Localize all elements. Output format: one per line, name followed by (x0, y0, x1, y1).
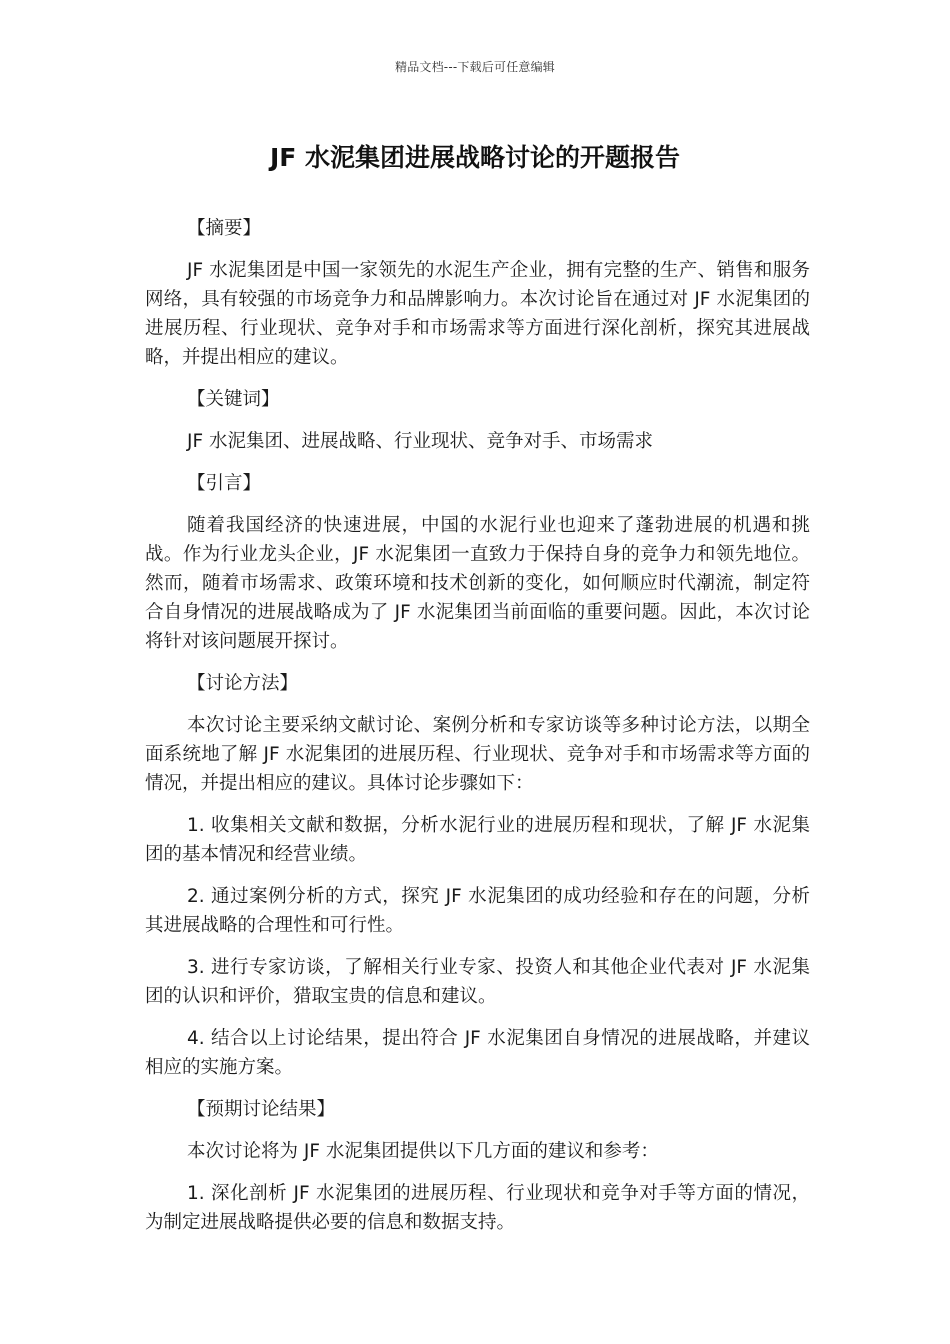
expected-results-heading: 【预期讨论结果】 (187, 1099, 336, 1120)
intro-paragraph: 随着我国经济的快速进展，中国的水泥行业也迎来了蓬勃进展的机遇和挑战。作为行业龙头企业，JF 水泥集团一直致力于保持自身的竞争力和领先地位。然而，随着市场需求、政策环境和技术创新的变化，如何顺应时代潮流，制定符合自身情况的进展战略成为了 JF 水泥集团当前面临的重要问题。因此，本次讨论将针对该问题展开探讨。 (145, 515, 810, 652)
keywords-heading: 【关键词】 (187, 389, 280, 410)
page-title: JF 水泥集团进展战略讨论的开题报告 (269, 143, 681, 172)
expected-results-item: 1. 深化剖析 JF 水泥集团的进展历程、行业现状和竞争对手等方面的情况，为制定进展战略提供必要的信息和数据支持。 (145, 1183, 810, 1233)
abstract-paragraph: JF 水泥集团是中国一家领先的水泥生产企业，拥有完整的生产、销售和服务网络，具有较强的市场竞争力和品牌影响力。本次讨论旨在通过对 JF 水泥集团的进展历程、行业现状、竞争对手和市场需求等方面进行深化剖析，探究其进展战略，并提出相应的建议。 (145, 260, 810, 368)
methods-step: 2. 通过案例分析的方式，探究 JF 水泥集团的成功经验和存在的问题，分析其进展战略的合理性和可行性。 (145, 886, 810, 936)
keywords-paragraph: JF 水泥集团、进展战略、行业现状、竞争对手、市场需求 (187, 431, 653, 452)
intro-heading: 【引言】 (187, 473, 262, 494)
methods-step: 3. 进行专家访谈，了解相关行业专家、投资人和其他企业代表对 JF 水泥集团的认识和评价，猎取宝贵的信息和建议。 (145, 957, 810, 1007)
methods-paragraph: 本次讨论主要采纳文献讨论、案例分析和专家访谈等多种讨论方法，以期全面系统地了解 JF 水泥集团的进展历程、行业现状、竞争对手和市场需求等方面的情况，并提出相应的建议。具体讨论步骤如下： (145, 715, 810, 794)
header-note: 精品文档---下载后可任意编辑 (395, 60, 555, 74)
methods-heading: 【讨论方法】 (187, 673, 299, 694)
methods-step: 1. 收集相关文献和数据，分析水泥行业的进展历程和现状，了解 JF 水泥集团的基本情况和经营业绩。 (145, 815, 810, 865)
expected-results-paragraph: 本次讨论将为 JF 水泥集团提供以下几方面的建议和参考： (187, 1141, 659, 1162)
abstract-heading: 【摘要】 (187, 218, 262, 239)
document-body (145, 214, 810, 1250)
methods-step: 4. 结合以上讨论结果，提出符合 JF 水泥集团自身情况的进展战略，并建议相应的实施方案。 (145, 1028, 810, 1078)
